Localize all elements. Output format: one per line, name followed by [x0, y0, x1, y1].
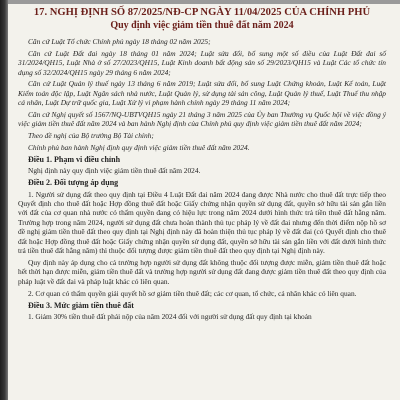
article-2-paragraph-3: 2. Cơ quan có thẩm quyền giải quyết hồ sơ giảm tiền thuê đất; các cơ quan, tổ chức, cá nhân khác có liên quan.	[28, 288, 357, 298]
legal-basis-1: Căn cứ Luật Tổ chức Chính phủ ngày 18 tháng 02 năm 2025;	[28, 37, 211, 46]
decree-title: 17. NGHỊ ĐỊNH SỐ 87/2025/NĐ-CP NGÀY 11/04/2025 CỦA CHÍNH PHỦ	[33, 7, 371, 18]
legal-basis-6: Chính phủ ban hành Nghị định quy định việc giảm tiền thuê đất năm 2024.	[28, 143, 250, 153]
decree-subtitle: Quy định việc giảm tiền thuê đất năm 2024	[110, 20, 294, 31]
legal-basis-5: Theo đề nghị của Bộ trưởng Bộ Tài chính;	[28, 131, 154, 141]
document-content	[18, 6, 386, 324]
article-1-heading: Điều 1. Phạm vi điều chỉnh	[28, 154, 121, 164]
article-1-text: Nghị định này quy định việc giảm tiền thuê đất năm 2024.	[28, 166, 201, 176]
article-2-paragraph-1: 1. Người sử dụng đất theo quy định tại Điều 4 Luật Đất đai năm 2024 đang được Nhà nước cho thuê đất trực tiếp theo Quyết định cho thuê đất hoặc Hợp đồng thuê đất hoặc Giấy chứng nhận quyền sử dụng đất, quyền sở hữu tài sản gắn liền với đất của cơ quan nhà nước có thẩm quyền đang có hiệu lực trong năm 2024 dưới hình thức trả tiền thuê đất hằng năm. Trường hợp trong năm 2024, người sử dụng đất chưa hoàn thành thủ tục pháp lý về đất đai nhưng đến thời điểm nộp hồ sơ đề nghị giảm tiền thuê đất theo quy định tại Nghị định này đã hoàn thiện thủ tục pháp lý về đất đai (có Quyết định cho thuê đất hoặc Hợp đồng thuê đất hoặc Giấy chứng nhận quyền sử dụng đất, quyền sở hữu tài sản gắn liền với đất dưới hình thức trả tiền thuê đất hằng năm) thì thuộc đối tượng được giảm tiền thuê đất theo quy định tại Nghị định này.	[18, 189, 386, 256]
article-2-heading: Điều 2. Đối tượng áp dụng	[28, 178, 119, 188]
article-3-text: 1. Giảm 30% tiền thuê đất phải nộp của năm 2024 đối với người sử dụng đất quy định tại khoản	[28, 312, 312, 322]
article-3-heading: Điều 3. Mức giảm tiền thuê đất	[28, 300, 134, 310]
article-2-paragraph-2: Quy định này áp dụng cho cả trường hợp người sử dụng đất không thuộc đối tượng được miễn, giảm tiền thuê đất hoặc hết thời hạn được miễn, giảm tiền thuê đất và trường hợp người sử dụng đất đang được giảm tiền thuê đất theo quy định của pháp luật về đất đai và pháp luật khác có liên quan.	[18, 258, 386, 286]
legal-basis-2: Căn cứ Luật Đất đai ngày 18 tháng 01 năm 2024; Luật sửa đổi, bổ sung một số điều của Luật Đất đai số 31/2024/QH15, Luật Nhà ở số 27/2023/QH15, Luật Kinh doanh bất động sản số 29/2023/QH15 và Luật Các tổ chức tín dụng số 32/2024/QH15 ngày 29 tháng 6 năm 2024;	[18, 48, 386, 77]
legal-basis-4: Căn cứ Nghị quyết số 1567/NQ-UBTVQH15 ngày 21 tháng 3 năm 2025 của Ủy ban Thường vụ Quốc hội về việc đồng ý việc giảm tiền thuê đất năm 2024 và ban hành Nghị định của Chính phủ quy định việc giảm tiền thuê đất năm 2024;	[18, 110, 386, 129]
legal-basis-3: Căn cứ Luật Quản lý thuế ngày 13 tháng 6 năm 2019; Luật sửa đổi, bổ sung Luật Chứng khoán, Luật Kế toán, Luật Kiểm toán độc lập, Luật Ngân sách nhà nước, Luật Quản lý, sử dụng tài sản công, Luật Quản lý thuế, Luật Thuế thu nhập cá nhân, Luật Dự trữ quốc gia, Luật Xử lý vi phạm hành chính ngày 29 tháng 11 năm 2024;	[18, 79, 386, 108]
page-top-edge	[0, 0, 400, 4]
book-spine-shadow	[0, 0, 8, 400]
